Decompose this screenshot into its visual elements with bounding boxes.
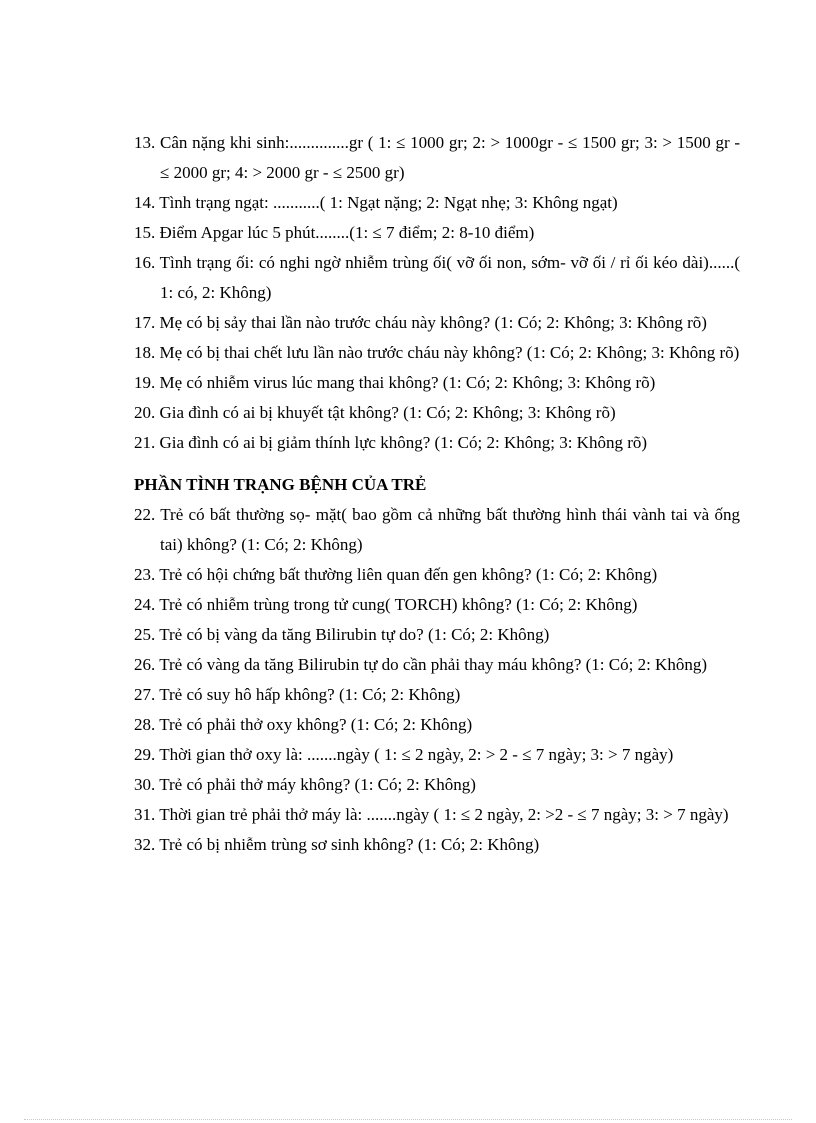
question-text: Gia đình có ai bị giảm thính lực không? (1: Có; 2: Không; 3: Không rõ) bbox=[159, 433, 648, 452]
question-20 bbox=[134, 398, 740, 428]
question-number: 21. bbox=[134, 433, 156, 452]
question-26 bbox=[134, 650, 740, 680]
question-text: Điểm Apgar lúc 5 phút........(1: ≤ 7 điểm; 2: 8-10 điểm) bbox=[159, 223, 535, 242]
question-number: 29. bbox=[134, 745, 156, 764]
question-text: Trẻ có bị nhiễm trùng sơ sinh không? (1: Có; 2: Không) bbox=[159, 835, 540, 854]
questionnaire-list-birth bbox=[134, 128, 740, 458]
question-number: 14. bbox=[134, 193, 156, 212]
question-number: 18. bbox=[134, 343, 156, 362]
question-28 bbox=[134, 710, 740, 740]
questionnaire-list-condition bbox=[134, 500, 740, 860]
question-16 bbox=[134, 248, 740, 308]
document-body bbox=[134, 128, 740, 860]
question-text: Trẻ có suy hô hấp không? (1: Có; 2: Không) bbox=[159, 685, 461, 704]
question-23 bbox=[134, 560, 740, 590]
question-number: 22. bbox=[134, 505, 156, 524]
question-text: Tình trạng ngạt: ...........( 1: Ngạt nặng; 2: Ngạt nhẹ; 3: Không ngạt) bbox=[159, 193, 618, 212]
question-text: Thời gian thở oxy là: .......ngày ( 1: ≤ 2 ngày, 2: > 2 - ≤ 7 ngày; 3: > 7 ngày) bbox=[159, 745, 674, 764]
question-25 bbox=[134, 620, 740, 650]
question-number: 28. bbox=[134, 715, 156, 734]
question-text: Trẻ có phải thở oxy không? (1: Có; 2: Không) bbox=[159, 715, 473, 734]
question-number: 23. bbox=[134, 565, 156, 584]
question-text: Mẹ có bị sảy thai lần nào trước cháu này không? (1: Có; 2: Không; 3: Không rõ) bbox=[159, 313, 707, 332]
question-number: 16. bbox=[134, 253, 156, 272]
question-number: 31. bbox=[134, 805, 156, 824]
question-number: 17. bbox=[134, 313, 156, 332]
question-number: 20. bbox=[134, 403, 156, 422]
question-19 bbox=[134, 368, 740, 398]
question-text: Tình trạng ối: có nghi ngờ nhiễm trùng ối( vỡ ối non, sớm- vỡ ối / rỉ ối kéo dài)......( 1: có, 2: Không) bbox=[159, 253, 740, 302]
question-text: Cân nặng khi sinh:..............gr ( 1: ≤ 1000 gr; 2: > 1000gr - ≤ 1500 gr; 3: > 1500 gr - ≤ 2000 gr; 4: > 2000 gr - ≤ 2500 gr) bbox=[159, 133, 740, 182]
question-number: 26. bbox=[134, 655, 156, 674]
question-number: 30. bbox=[134, 775, 156, 794]
question-text: Trẻ có nhiễm trùng trong tử cung( TORCH) không? (1: Có; 2: Không) bbox=[159, 595, 638, 614]
question-15 bbox=[134, 218, 740, 248]
question-text: Thời gian trẻ phải thở máy là: .......ngày ( 1: ≤ 2 ngày, 2: >2 - ≤ 7 ngày; 3: > 7 ngày) bbox=[159, 805, 729, 824]
question-number: 32. bbox=[134, 835, 156, 854]
question-30 bbox=[134, 770, 740, 800]
question-number: 27. bbox=[134, 685, 156, 704]
question-14 bbox=[134, 188, 740, 218]
question-number: 25. bbox=[134, 625, 156, 644]
question-number: 15. bbox=[134, 223, 156, 242]
question-17 bbox=[134, 308, 740, 338]
section-heading: PHẦN TÌNH TRẠNG BỆNH CỦA TRẺ bbox=[134, 475, 427, 494]
question-text: Gia đình có ai bị khuyết tật không? (1: Có; 2: Không; 3: Không rõ) bbox=[159, 403, 616, 422]
question-31 bbox=[134, 800, 740, 830]
page-bottom-divider bbox=[24, 1119, 792, 1120]
question-text: Mẹ có bị thai chết lưu lần nào trước cháu này không? (1: Có; 2: Không; 3: Không rõ) bbox=[159, 343, 740, 362]
question-text: Trẻ có bị vàng da tăng Bilirubin tự do? (1: Có; 2: Không) bbox=[159, 625, 550, 644]
question-number: 13. bbox=[134, 133, 156, 152]
question-24 bbox=[134, 590, 740, 620]
question-text: Trẻ có vàng da tăng Bilirubin tự do cần phải thay máu không? (1: Có; 2: Không) bbox=[159, 655, 707, 674]
question-13 bbox=[134, 128, 740, 188]
question-text: Trẻ có hội chứng bất thường liên quan đến gen không? (1: Có; 2: Không) bbox=[159, 565, 658, 584]
question-text: Trẻ có phải thở máy không? (1: Có; 2: Không) bbox=[159, 775, 476, 794]
question-29 bbox=[134, 740, 740, 770]
question-18 bbox=[134, 338, 740, 368]
question-22 bbox=[134, 500, 740, 560]
question-number: 19. bbox=[134, 373, 156, 392]
question-text: Trẻ có bất thường sọ- mặt( bao gồm cả những bất thường hình thái vành tai và ống tai) không? (1: Có; 2: Không) bbox=[160, 505, 740, 554]
question-number: 24. bbox=[134, 595, 156, 614]
question-32 bbox=[134, 830, 740, 860]
question-text: Mẹ có nhiễm virus lúc mang thai không? (1: Có; 2: Không; 3: Không rõ) bbox=[159, 373, 656, 392]
question-21 bbox=[134, 428, 740, 458]
question-27 bbox=[134, 680, 740, 710]
